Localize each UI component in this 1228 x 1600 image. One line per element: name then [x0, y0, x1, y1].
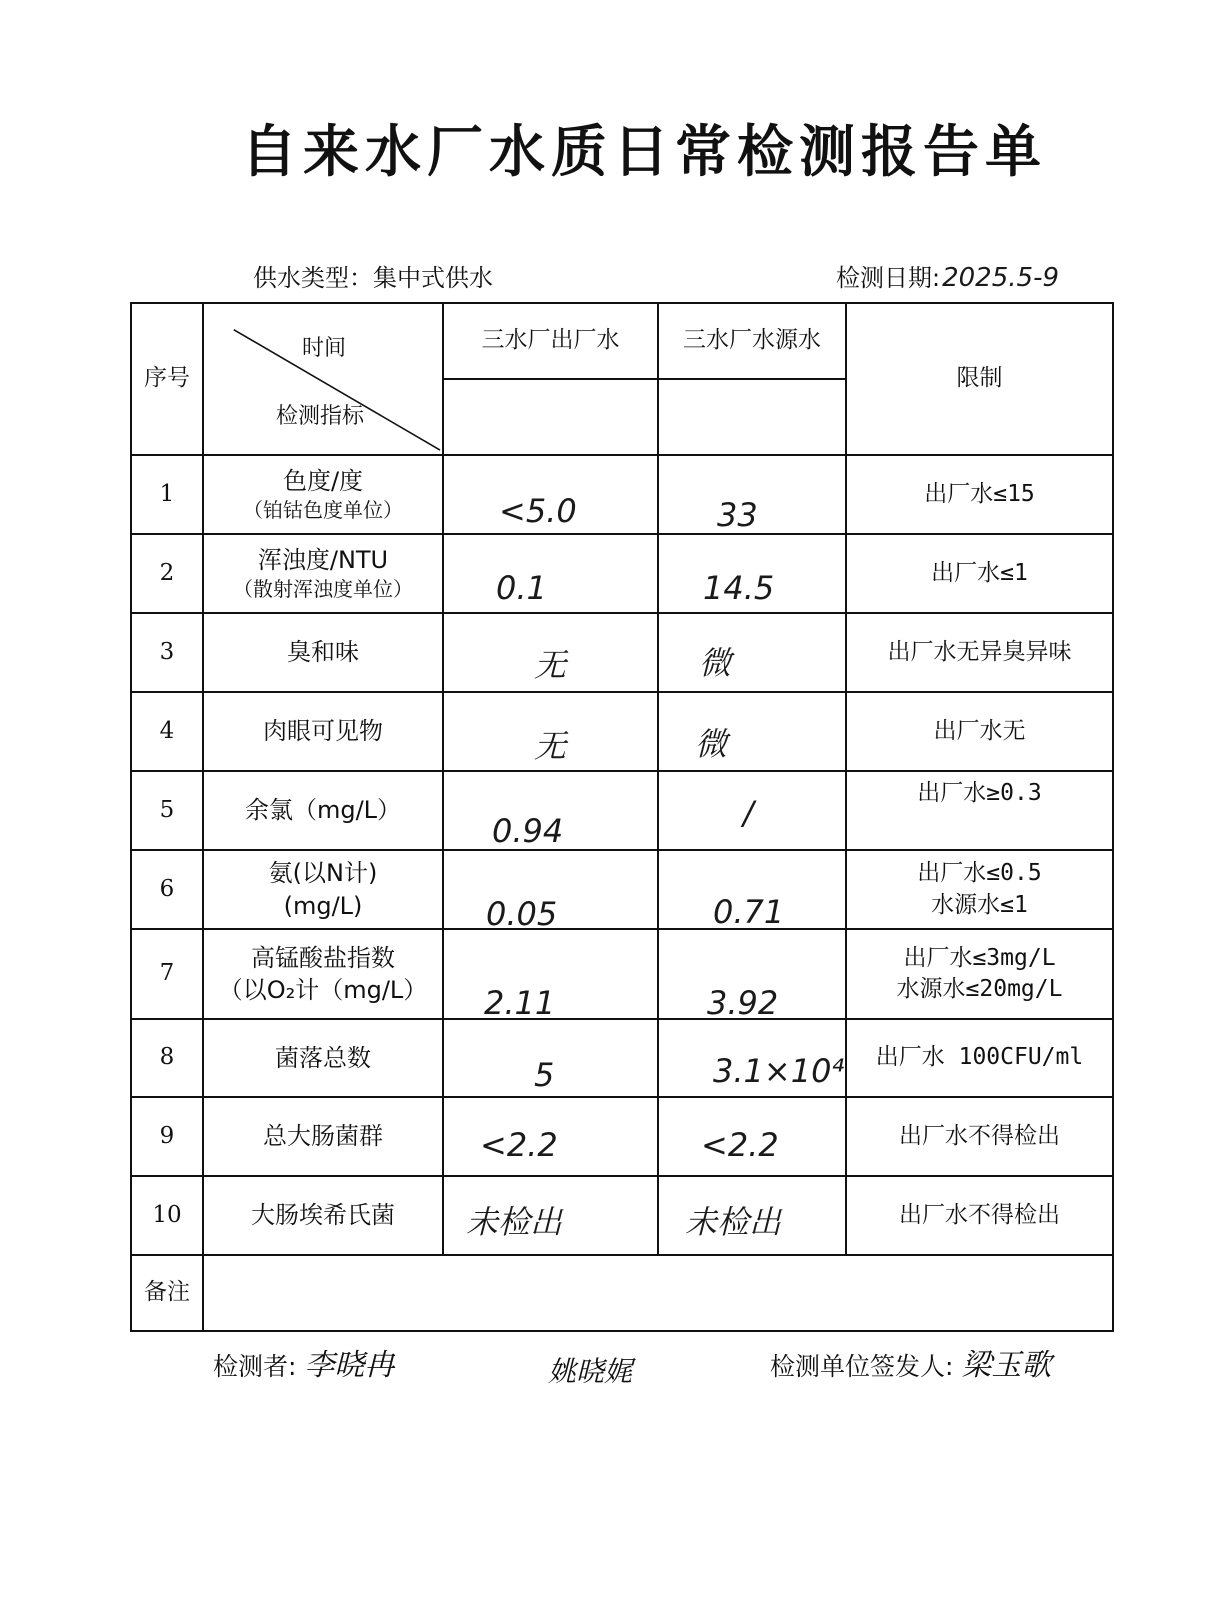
limit-line: 水源水≤20mg/L [896, 976, 1063, 1002]
table-row [131, 1097, 1113, 1176]
row-no: 9 [131, 1097, 203, 1176]
header-col-b: 三水厂水源水 [658, 303, 846, 379]
table-row [131, 534, 1113, 613]
value-b-text: 3.92 [707, 984, 779, 1022]
row-indicator [203, 692, 443, 771]
value-a [443, 850, 658, 933]
indicator-name: 高锰酸盐指数 [251, 943, 395, 972]
limit-line: 出厂水无 [933, 717, 1026, 744]
table-row [131, 1176, 1113, 1255]
supply-type-label: 供水类型： [253, 264, 373, 292]
value-b-text: 未检出 [685, 1203, 782, 1241]
indicator-name: 臭和味 [287, 638, 359, 667]
remark-label: 备注 [131, 1255, 203, 1331]
row-indicator [203, 1097, 443, 1176]
table-row [131, 1019, 1113, 1097]
limit-line: 出厂水 100CFU/ml [875, 1044, 1084, 1071]
value-b-text: 微 [699, 644, 732, 682]
supply-type-value: 集中式供水 [373, 264, 493, 292]
indicator-name: 浑浊度/NTU [257, 545, 389, 574]
header-diagonal [203, 303, 443, 455]
value-b [658, 534, 846, 613]
limit-cell [846, 692, 1113, 771]
table-row [131, 455, 1113, 534]
value-b [658, 1097, 846, 1176]
header-col-b-empty [658, 379, 846, 455]
value-a [443, 1097, 658, 1176]
indicator-name: 总大肠菌群 [263, 1122, 383, 1151]
value-a [443, 534, 658, 613]
remark-content [203, 1255, 1113, 1331]
limit-line: 出厂水≤3mg/L [903, 944, 1056, 971]
tester-label: 检测者: [213, 1352, 297, 1381]
limit-cell [846, 771, 1113, 850]
row-no: 1 [131, 455, 203, 534]
row-no: 2 [131, 534, 203, 613]
limit-cell [846, 850, 1113, 929]
row-no: 8 [131, 1019, 203, 1097]
value-a [443, 771, 658, 850]
row-indicator [203, 534, 443, 613]
value-b-text: <2.2 [701, 1126, 779, 1164]
limit-cell [846, 455, 1113, 534]
value-b [658, 692, 846, 771]
limit-cell [846, 534, 1113, 613]
value-a-text: 0.94 [492, 812, 564, 850]
indicator-unit: （散射浑浊度单位） [233, 577, 413, 602]
value-a-text: 无 [534, 727, 567, 765]
limit-cell [846, 1176, 1113, 1255]
limit-line: 出厂水≤1 [931, 559, 1028, 586]
test-date-label: 检测日期: [836, 264, 941, 292]
table-row [131, 613, 1113, 692]
indicator-name: 色度/度 [282, 466, 364, 495]
value-a-text: 2.11 [484, 984, 556, 1022]
row-indicator [203, 1176, 443, 1255]
indicator-name: 氨(以N计) [268, 859, 378, 888]
value-b-text: / [743, 794, 754, 832]
value-b [658, 929, 846, 1022]
indicator-unit: （铂钴色度单位） [243, 498, 403, 523]
value-a [443, 692, 658, 771]
header-col-a-empty [443, 379, 658, 455]
table-row [131, 771, 1113, 850]
row-indicator [203, 771, 443, 850]
indicator-unit: (mg/L) [283, 891, 363, 920]
value-a-text: <2.2 [480, 1126, 558, 1164]
value-a [443, 929, 658, 1022]
value-a-text: 0.1 [496, 569, 547, 607]
tester [213, 1340, 394, 1384]
value-b-text: 33 [717, 496, 758, 534]
report-title: 自来水厂水质日常检测报告单 [241, 120, 1047, 185]
value-a-text: 未检出 [466, 1203, 563, 1241]
header-limit: 限制 [846, 303, 1113, 455]
limit-line: 出厂水无异臭异味 [887, 638, 1072, 665]
limit-line: 出厂水≤0.5 [917, 860, 1042, 887]
row-indicator [203, 850, 443, 929]
supply-type [253, 258, 493, 293]
table-row [131, 929, 1113, 1019]
tester-signature-2: 姚晓娓 [548, 1355, 633, 1388]
value-a [443, 455, 658, 534]
value-b [658, 1019, 846, 1097]
value-b-text: 微 [695, 725, 728, 763]
row-no: 6 [131, 850, 203, 929]
row-no: 3 [131, 613, 203, 692]
issuer-signature: 梁玉歌 [961, 1348, 1052, 1383]
table-row [131, 850, 1113, 929]
value-b-text: 3.1×10⁴ [713, 1052, 845, 1090]
row-no: 10 [131, 1176, 203, 1255]
header-col-a: 三水厂出厂水 [443, 303, 658, 379]
row-indicator [203, 929, 443, 1019]
row-indicator [203, 1019, 443, 1097]
value-a [443, 613, 658, 692]
row-no: 5 [131, 771, 203, 850]
limit-cell [846, 613, 1113, 692]
header-row [131, 303, 1113, 379]
value-a-text: <5.0 [499, 492, 577, 530]
limit-line: 水源水≤1 [931, 891, 1028, 918]
header-indicator: 检测指标 [276, 404, 365, 429]
limit-line: 出厂水不得检出 [899, 1122, 1060, 1149]
indicator-name: 肉眼可见物 [263, 717, 383, 746]
report-table [130, 302, 1114, 1332]
row-indicator [203, 613, 443, 692]
tester-signature: 李晓冉 [304, 1348, 395, 1383]
limit-cell [846, 929, 1113, 1019]
value-a-text: 0.05 [486, 895, 558, 933]
value-a [443, 1176, 658, 1255]
indicator-unit: （以O₂计（mg/L） [218, 976, 428, 1004]
header-time: 时间 [302, 336, 347, 361]
value-b-text: 14.5 [703, 569, 775, 607]
row-no: 4 [131, 692, 203, 771]
value-b [658, 613, 846, 692]
remark-row [131, 1255, 1113, 1331]
indicator-name: 余氯（mg/L） [244, 796, 402, 825]
value-a-text: 无 [534, 646, 567, 684]
issuer [770, 1340, 1051, 1384]
value-a [443, 1019, 658, 1097]
limit-line: 出厂水≤15 [924, 480, 1035, 507]
row-no: 7 [131, 929, 203, 1019]
limit-cell [846, 1097, 1113, 1176]
row-indicator [203, 455, 443, 534]
limit-cell [846, 1019, 1113, 1097]
indicator-name: 菌落总数 [275, 1043, 371, 1072]
value-a-text: 5 [534, 1056, 555, 1094]
test-date [836, 258, 1059, 293]
value-b [658, 850, 846, 929]
header-no: 序号 [131, 303, 203, 455]
limit-line: 出厂水≥0.3 [917, 780, 1042, 806]
issuer-label: 检测单位签发人: [770, 1352, 954, 1381]
indicator-name: 大肠埃希氏菌 [251, 1201, 395, 1230]
value-b-text: 0.71 [713, 893, 785, 931]
table-row [131, 692, 1113, 771]
test-date-value: 2025.5-9 [942, 263, 1059, 293]
value-b [658, 455, 846, 534]
value-b [658, 1176, 846, 1255]
value-b [658, 771, 846, 850]
limit-line: 出厂水不得检出 [899, 1201, 1060, 1228]
